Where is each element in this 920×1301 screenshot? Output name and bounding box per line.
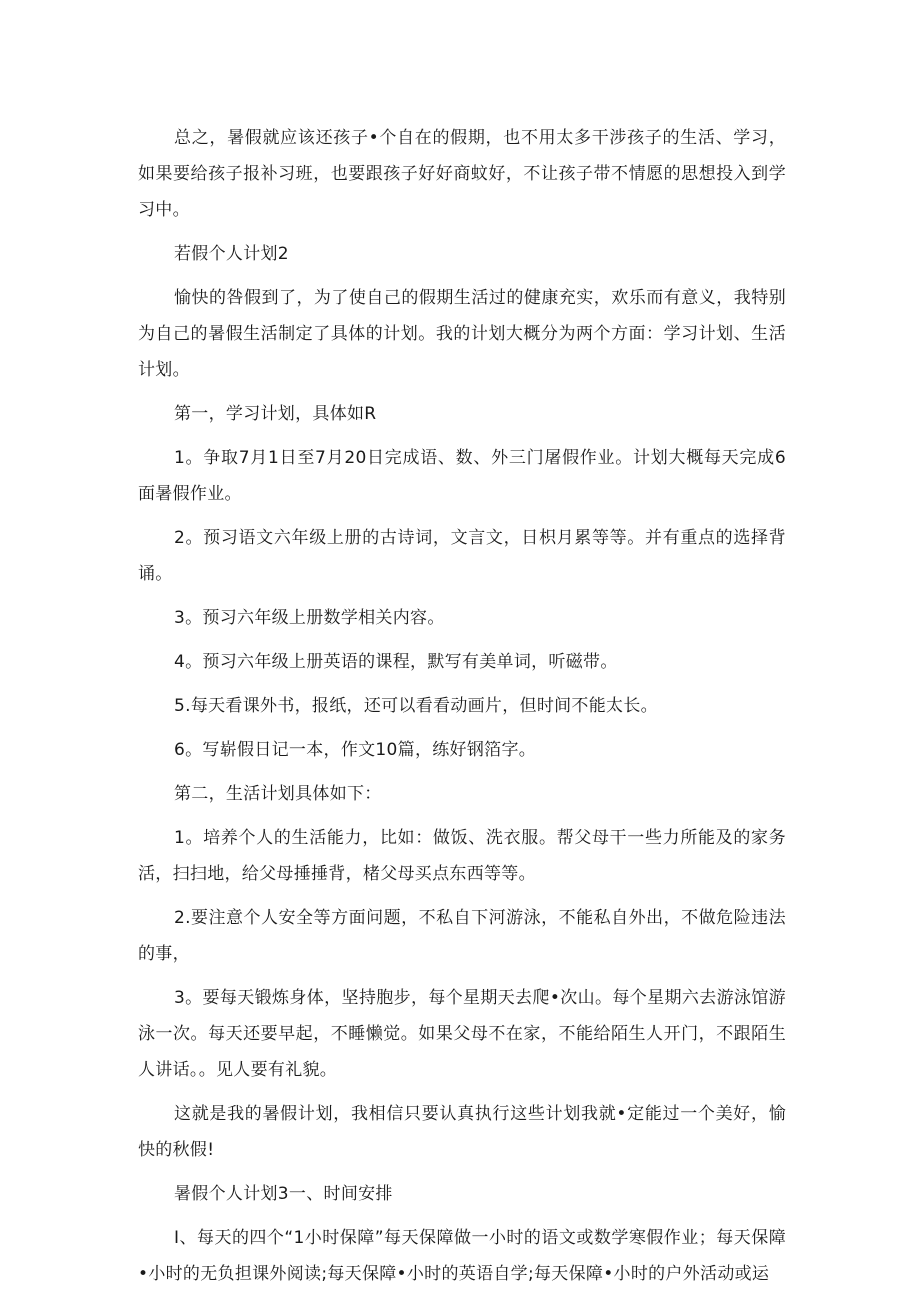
list-item: 6。写崭假日记一本，作文10篇，练好钢箔字。 <box>174 740 537 760</box>
paragraph-summary: 总之，暑假就应该还孩子•个自在的假期，也不用太多干涉孩子的生活、学习，如果要给孩子报补习班，也要跟孩子好好商蚊好，不让孩子带不情愿的思想投入到学习中。 <box>138 128 786 220</box>
list-item: 3。要每天锻炼身体，坚持胞步，每个星期天去爬•次山。每个星期六去游泳馆游泳一次。每天还要早起，不睡懒觉。如果父母不在家，不能给陌生人开门，不跟陌生人讲话。。见人要有礼貌。 <box>138 988 786 1080</box>
section-heading-study-plan: 第一，学习计划，具体如R <box>174 404 377 424</box>
list-item: 1。争取7月1日至7月20日完成语、数、外三门屠假作业。计划大概每天完成6面暑假作业。 <box>138 448 786 504</box>
section-heading-plan-3: 暑假个人计划3一、时间安排 <box>174 1184 393 1204</box>
paragraph-intro: 愉快的咎假到了，为了使自己的假期生活过的健康充实，欢乐而有意义，我特别为自己的暑假生活制定了具体的计划。我的计划大概分为两个方面：学习计划、生活计划。 <box>138 288 786 380</box>
list-item: 4。预习六年级上册英语的课程，默写有美单词，听磁带。 <box>174 652 618 672</box>
list-item: 5.每天看课外书，报纸，还可以看看动画片，但时间不能太长。 <box>174 696 658 716</box>
paragraph-conclusion: 这就是我的暑假计划，我相信只要认真执行这些计划我就•定能过一个美好，愉快的秋假! <box>138 1104 786 1160</box>
section-heading-life-plan: 第二，生活计划具体如下： <box>174 784 382 804</box>
list-item: 1。培养个人的生活能力，比如：做饭、洗衣服。帮父母干一些力所能及的家务活，扫扫地，给父母捶捶背，楮父母买点东西等等。 <box>138 828 786 884</box>
list-item: 2。预习语文六年级上册的古诗词，文言文，日枳月累等等。并有重点的选择背诵。 <box>138 528 786 584</box>
list-item: 2.要注意个人安全等方面问题，不私自下河游泳，不能私自外出，不做危险违法的事， <box>138 908 786 964</box>
section-heading-plan-2: 若假个人计划2 <box>174 244 289 264</box>
list-item: 3。预习六年级上册数学相关内容。 <box>174 608 445 628</box>
paragraph-time-schedule: I、每天的四个“1小时保障”每天保障做一小时的语文或数学寒假作业；每天保障•小时的无负担课外阅读;每天保障•小时的英语自学;每天保障•小时的户外活动或运 <box>138 1228 786 1284</box>
document-body <box>138 120 786 1300</box>
